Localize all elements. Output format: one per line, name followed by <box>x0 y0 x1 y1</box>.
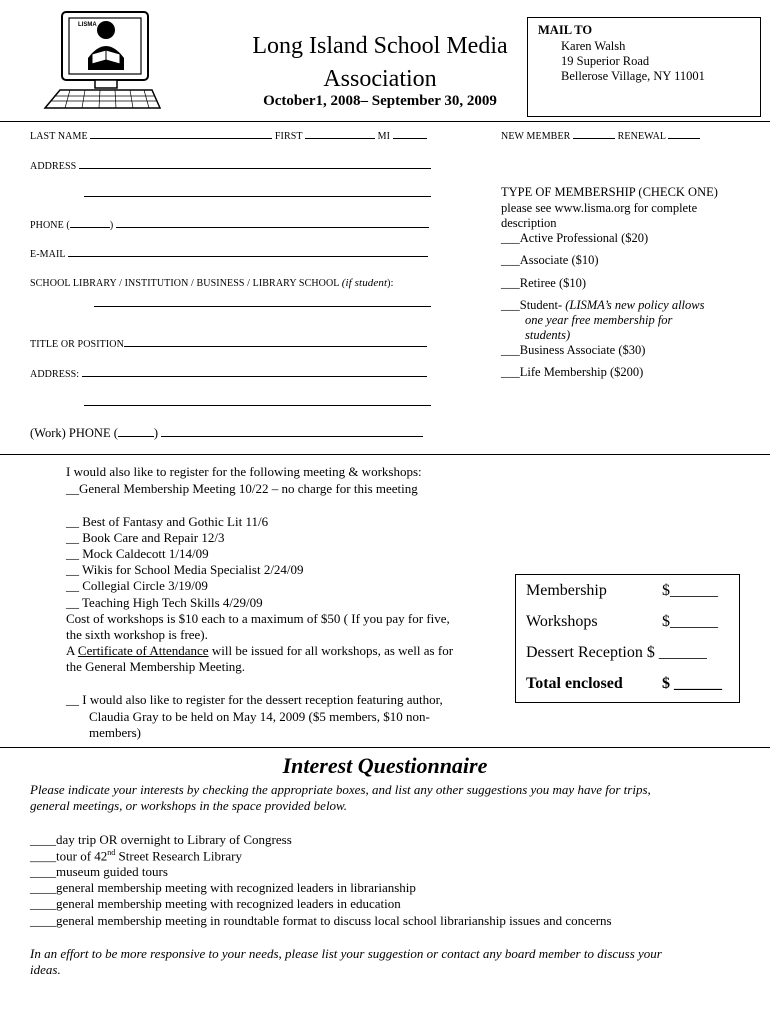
membership-type-heading: TYPE OF MEMBERSHIP (CHECK ONE) <box>501 185 718 199</box>
interest-tour-sup: nd <box>107 848 116 857</box>
mi-label: MI <box>377 131 391 142</box>
closing-line-2: ideas. <box>30 962 61 977</box>
certificate-of-attendance: Certificate of Attendance <box>77 643 209 658</box>
option-retiree[interactable]: ___Retiree ($10) <box>501 276 587 290</box>
school-note: (if student <box>341 277 388 289</box>
title-line-1: Long Island School Media <box>252 33 508 59</box>
dessert-line-2: Claudia Gray to be held on May 14, 2009 ($5 members, $10 non- <box>89 709 430 724</box>
see-website-line-2: description <box>501 216 557 230</box>
address-row <box>30 158 431 172</box>
address2-row <box>30 366 427 380</box>
work-phone-area-field[interactable] <box>118 426 154 437</box>
workshop-mock-caldecott[interactable]: __ Mock Caldecott 1/14/09 <box>66 546 209 561</box>
interest-museum-tours[interactable]: ____museum guided tours <box>30 864 168 879</box>
last-name-row <box>30 128 427 142</box>
questionnaire-instructions-1: Please indicate your interests by checking the appropriate boxes, and list any other suggestions you may have for trips, <box>30 782 651 797</box>
option-business-associate[interactable]: ___Business Associate ($30) <box>501 343 646 357</box>
dessert-line-3: members) <box>89 725 141 740</box>
first-name-label: FIRST <box>274 131 303 142</box>
option-associate[interactable]: ___Associate ($10) <box>501 253 599 267</box>
first-name-field[interactable] <box>305 128 375 139</box>
student-note-3: students) <box>525 328 571 342</box>
totals-box <box>515 574 740 703</box>
last-name-field[interactable] <box>90 128 272 139</box>
school-row <box>30 277 393 289</box>
work-phone-row <box>30 426 423 441</box>
total-enclosed-field[interactable]: $ ______ <box>662 675 722 692</box>
form-divider <box>0 454 770 455</box>
questionnaire-title: Interest Questionnaire <box>282 753 488 778</box>
option-student[interactable]: ___Student- <box>501 298 563 312</box>
email-label: E-MAIL <box>30 249 66 260</box>
cert-prefix: A <box>66 643 78 658</box>
student-note-1: (LISMA’s new policy allows <box>565 298 705 312</box>
title-position-row <box>30 336 427 350</box>
interest-leaders-librarianship[interactable]: ____general membership meeting with recognized leaders in librarianship <box>30 880 416 895</box>
interest-tour-text: ____tour of 42 <box>30 848 108 864</box>
interest-tour-42nd[interactable] <box>30 848 242 864</box>
phone-area-field[interactable] <box>70 217 110 228</box>
interest-tour-rest: Street Research Library <box>115 848 242 864</box>
mail-to-heading: MAIL TO <box>538 23 593 37</box>
interest-roundtable[interactable]: ____general membership meeting in roundtable format to discuss local school librarianship issues and concerns <box>30 913 612 928</box>
computer-reader-logo-icon <box>40 10 165 120</box>
new-member-field[interactable] <box>573 128 615 139</box>
workshops-total-label: Workshops <box>526 613 598 630</box>
school-close: ): <box>387 278 394 289</box>
workshop-fantasy[interactable]: __ Best of Fantasy and Gothic Lit 11/6 <box>66 514 269 529</box>
interest-library-congress[interactable]: ____day trip OR overnight to Library of Congress <box>30 832 292 847</box>
school-label: SCHOOL LIBRARY / INSTITUTION / BUSINESS / LIBRARY SCHOOL <box>30 278 340 289</box>
student-note-2: one year free membership for <box>525 313 673 327</box>
certificate-line-2: the General Membership Meeting. <box>66 659 246 674</box>
dessert-total-row[interactable]: Dessert Reception $ ______ <box>526 644 707 661</box>
workshop-high-tech[interactable]: __ Teaching High Tech Skills 4/29/09 <box>66 595 263 610</box>
total-enclosed-row <box>526 675 731 693</box>
email-field[interactable] <box>68 246 428 257</box>
certificate-line-1 <box>66 643 453 659</box>
mail-to-name: Karen Walsh <box>561 39 626 53</box>
work-phone-paren: ) <box>153 426 159 440</box>
dessert-option[interactable]: __ I would also like to register for the dessert reception featuring author, <box>66 692 443 707</box>
option-active-professional[interactable]: ___Active Professional ($20) <box>501 231 649 245</box>
cert-suffix: will be issued for all workshops, as well as for <box>208 643 454 658</box>
logo-text: LISMA <box>78 22 97 28</box>
interest-leaders-education[interactable]: ____general membership meeting with recognized leaders in education <box>30 896 401 911</box>
mail-to-street: 19 Superior Road <box>561 54 650 68</box>
new-member-label: NEW MEMBER <box>501 131 571 142</box>
title-position-field[interactable] <box>124 336 427 347</box>
workshops-total-row <box>526 613 731 631</box>
workshop-collegial-circle[interactable]: __ Collegial Circle 3/19/09 <box>66 578 208 593</box>
renewal-field[interactable] <box>668 128 700 139</box>
cost-line-1: Cost of workshops is $10 each to a maximum of $50 ( If you pay for five, <box>66 611 450 626</box>
cost-line-2: the sixth workshop is free). <box>66 627 208 642</box>
total-enclosed-label: Total enclosed <box>526 675 623 692</box>
address2-label: ADDRESS: <box>30 369 80 380</box>
see-website-line-1: please see www.lisma.org for complete <box>501 201 698 215</box>
address-field[interactable] <box>79 158 431 169</box>
mi-field[interactable] <box>393 128 427 139</box>
membership-year: October1, 2008– September 30, 2009 <box>263 93 497 109</box>
lisma-logo <box>40 10 165 120</box>
phone-field[interactable] <box>116 217 429 228</box>
phone-row <box>30 217 429 231</box>
workshop-wikis[interactable]: __ Wikis for School Media Specialist 2/24/09 <box>66 562 304 577</box>
address2-field[interactable] <box>82 366 427 377</box>
questionnaire-instructions-2: general meetings, or workshops in the space provided below. <box>30 798 348 813</box>
header-divider <box>0 121 770 122</box>
page-title <box>230 30 530 96</box>
address-label: ADDRESS <box>30 161 77 172</box>
phone-label: PHONE ( <box>30 220 70 231</box>
title-position-label: TITLE OR POSITION <box>30 339 124 350</box>
email-row <box>30 246 428 260</box>
mail-to-city: Bellerose Village, NY 11001 <box>561 69 705 83</box>
option-student-row <box>501 298 704 313</box>
membership-total-label: Membership <box>526 582 607 599</box>
workshops-total-field[interactable]: $______ <box>662 613 718 630</box>
phone-paren: ) <box>109 220 114 231</box>
title-line-2: Association <box>323 66 437 92</box>
renewal-label: RENEWAL <box>617 131 666 142</box>
membership-total-row <box>526 582 731 600</box>
closing-line-1: In an effort to be more responsive to your needs, please list your suggestion or contact any board member to discuss your <box>30 946 662 961</box>
workshops-intro: I would also like to register for the following meeting & workshops: <box>66 464 422 479</box>
workshop-book-care[interactable]: __ Book Care and Repair 12/3 <box>66 530 225 545</box>
mail-to-box <box>527 17 761 117</box>
address2-field-2[interactable] <box>84 405 431 406</box>
last-name-label: LAST NAME <box>30 131 88 142</box>
work-phone-field[interactable] <box>161 426 423 437</box>
address-field-2[interactable] <box>84 196 431 197</box>
questionnaire-divider <box>0 747 770 748</box>
general-meeting-option[interactable]: __General Membership Meeting 10/22 – no charge for this meeting <box>66 481 418 496</box>
member-status-row <box>501 128 700 142</box>
option-life-membership[interactable]: ___Life Membership ($200) <box>501 365 644 379</box>
school-field[interactable] <box>94 306 431 307</box>
work-phone-label: (Work) PHONE ( <box>30 426 118 440</box>
membership-total-field[interactable]: $______ <box>662 582 718 599</box>
